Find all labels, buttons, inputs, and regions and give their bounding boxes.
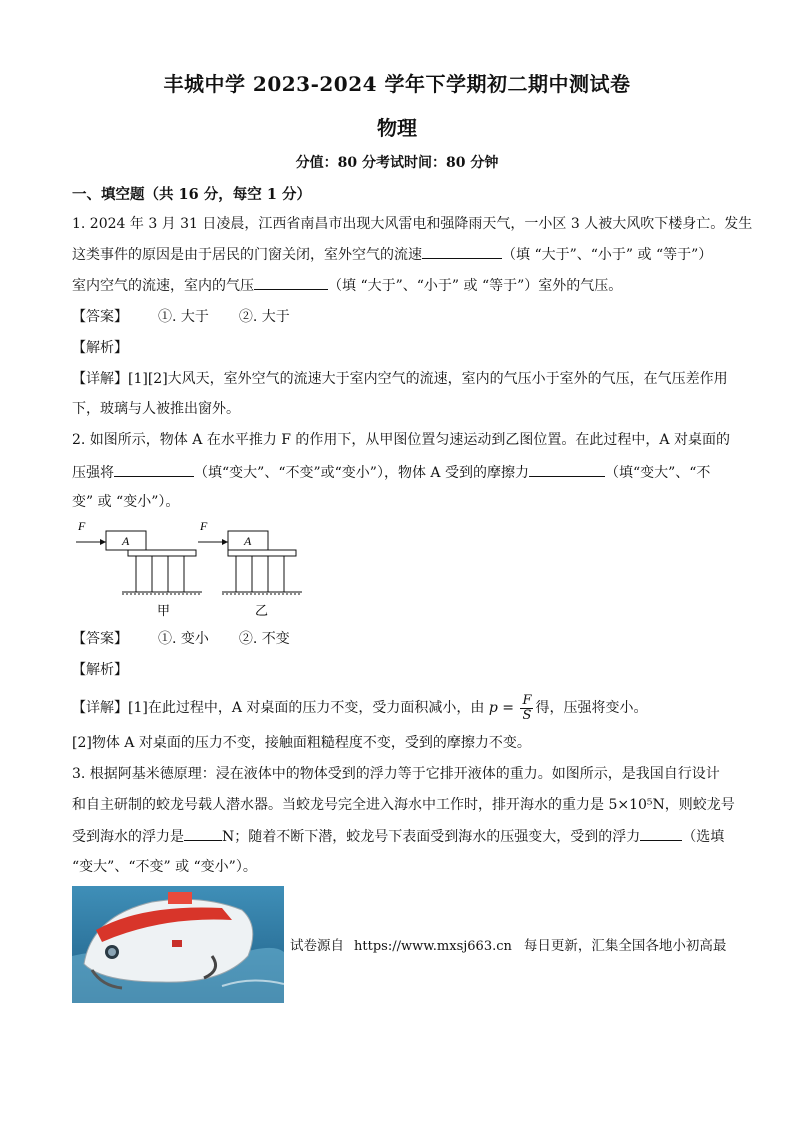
q3-line-3 bbox=[72, 826, 724, 847]
q3-line-4: “变大”、“不变” 或 “变小”）。 bbox=[72, 859, 257, 875]
exam-title: 丰城中学 2023-2024 学年下学期初二期中测试卷 bbox=[163, 72, 631, 96]
q1-analysis bbox=[72, 338, 724, 358]
table-top bbox=[128, 550, 196, 556]
exam-meta: 分值：80 分考试时间：80 分钟 bbox=[295, 155, 499, 171]
source-banner bbox=[290, 934, 726, 954]
answer-item: ①. 变小 bbox=[158, 631, 209, 647]
table-top bbox=[228, 550, 296, 556]
arrow-head-icon bbox=[222, 539, 228, 545]
q3-line-2: 和自主研制的蛟龙号载人潜水器。当蛟龙号完全进入海水中工作时，排开海水的重力是 5×10⁵N，则蛟龙号 bbox=[72, 797, 735, 813]
q2-line-3: 变” 或 “变小”）。 bbox=[72, 494, 180, 510]
detail-tag: 【详解】 bbox=[72, 700, 128, 716]
q2-answer bbox=[72, 629, 724, 649]
block-label: A bbox=[122, 534, 130, 548]
q1-text: （填 “大于”、“小于” 或 “等于”）室外的气压。 bbox=[328, 278, 623, 294]
q2-line-1: 2. 如图所示，物体 A 在水平推力 F 的作用下，从甲图位置匀速运动到乙图位置。在此过程中，A 对桌面的 bbox=[72, 432, 730, 448]
q1-text: 这类事件的原因是由于居民的门窗关闭，室外空气的流速 bbox=[72, 247, 422, 263]
answer-item: ①. 大于 bbox=[158, 309, 209, 325]
q3-text: 受到海水的浮力是 bbox=[72, 829, 184, 845]
answer-blank[interactable] bbox=[184, 826, 222, 841]
formula-eq: = bbox=[497, 700, 519, 716]
q2-text: （填“变大”、“不变”或“变小”），物体 A 受到的摩擦力 bbox=[194, 465, 529, 481]
q1-text: （填 “大于”、“小于” 或 “等于”） bbox=[502, 247, 713, 263]
detail-text: 得，压强将变小。 bbox=[535, 700, 648, 716]
q3-text: N；随着不断下潜，蛟龙号下表面受到海水的压强变大，受到的浮力 bbox=[222, 829, 641, 845]
arrow-head-icon bbox=[100, 539, 106, 545]
force-diagram bbox=[72, 518, 312, 622]
q2-text: 压强将 bbox=[72, 465, 114, 481]
q2-detail-2: [2]物体 A 对桌面的压力不变，接触面粗糙程度不变，受到的摩擦力不变。 bbox=[72, 735, 531, 751]
analysis-tag: 【解析】 bbox=[72, 662, 128, 678]
source-url[interactable]: https://www.mxsj663.cn bbox=[354, 939, 512, 954]
detail-text: [1][2]大风天，室外空气的流速大于室内空气的流速，室内的气压小于室外的气压，在气压差作用 bbox=[128, 371, 728, 387]
subject-title: 物理 bbox=[377, 116, 417, 140]
formula-denominator: S bbox=[522, 707, 532, 723]
q1-line-1: 1. 2024 年 3 月 31 日凌晨，江西省南昌市出现大风雷电和强降雨天气，一小区 3 人被大风吹下楼身亡。发生 bbox=[72, 216, 753, 232]
q3-text: （选填 bbox=[682, 829, 725, 845]
answer-item: ②. 大于 bbox=[238, 309, 290, 325]
q1-line-2 bbox=[72, 244, 724, 265]
section-heading: 一、填空题（共 16 分，每空 1 分） bbox=[72, 186, 311, 203]
answer-blank[interactable] bbox=[114, 462, 194, 477]
force-label: F bbox=[200, 519, 208, 533]
porthole-glass bbox=[108, 948, 116, 956]
submersible-illustration bbox=[72, 886, 284, 1003]
answer-tag: 【答案】 bbox=[72, 631, 128, 647]
q1-line-3 bbox=[72, 275, 724, 296]
figure-label-right: 乙 bbox=[255, 604, 269, 619]
q3-line-1: 3. 根据阿基米德原理：浸在液体中的物体受到的浮力等于它排开液体的重力。如图所示，是我国自行设计 bbox=[72, 766, 720, 782]
source-note: 每日更新，汇集全国各地小初高最 bbox=[523, 938, 727, 954]
q1-text: 室内空气的流速，室内的气压 bbox=[72, 278, 254, 294]
q1-answer bbox=[72, 307, 724, 327]
formula-numerator: F bbox=[522, 692, 532, 708]
detail-tag: 【详解】 bbox=[72, 371, 128, 387]
q2-text: （填“变大”、“不 bbox=[604, 465, 711, 481]
submersible-sail bbox=[168, 892, 192, 904]
answer-blank[interactable] bbox=[254, 275, 328, 290]
answer-blank[interactable] bbox=[422, 244, 502, 259]
block-label: A bbox=[244, 534, 252, 548]
answer-item: ②. 不变 bbox=[238, 631, 290, 647]
q1-detail-2: 下，玻璃与人被推出窗外。 bbox=[72, 401, 240, 417]
q2-line-2 bbox=[72, 462, 724, 483]
answer-blank[interactable] bbox=[529, 462, 605, 477]
q2-analysis bbox=[72, 660, 724, 680]
answer-tag: 【答案】 bbox=[72, 309, 128, 325]
answer-blank[interactable] bbox=[640, 826, 682, 841]
analysis-tag: 【解析】 bbox=[72, 340, 128, 356]
flag bbox=[172, 940, 182, 947]
figure-label-left: 甲 bbox=[157, 604, 171, 619]
formula-p: p bbox=[488, 700, 498, 716]
submersible-photo bbox=[72, 886, 284, 1003]
force-label: F bbox=[78, 519, 86, 533]
formula-fraction bbox=[520, 694, 533, 723]
q2-detail-1 bbox=[72, 692, 724, 724]
detail-text: [1]在此过程中，A 对桌面的压力不变，受力面积减小，由 bbox=[128, 700, 485, 716]
source-label: 试卷源自 bbox=[290, 938, 344, 954]
q1-detail-1 bbox=[72, 369, 728, 389]
